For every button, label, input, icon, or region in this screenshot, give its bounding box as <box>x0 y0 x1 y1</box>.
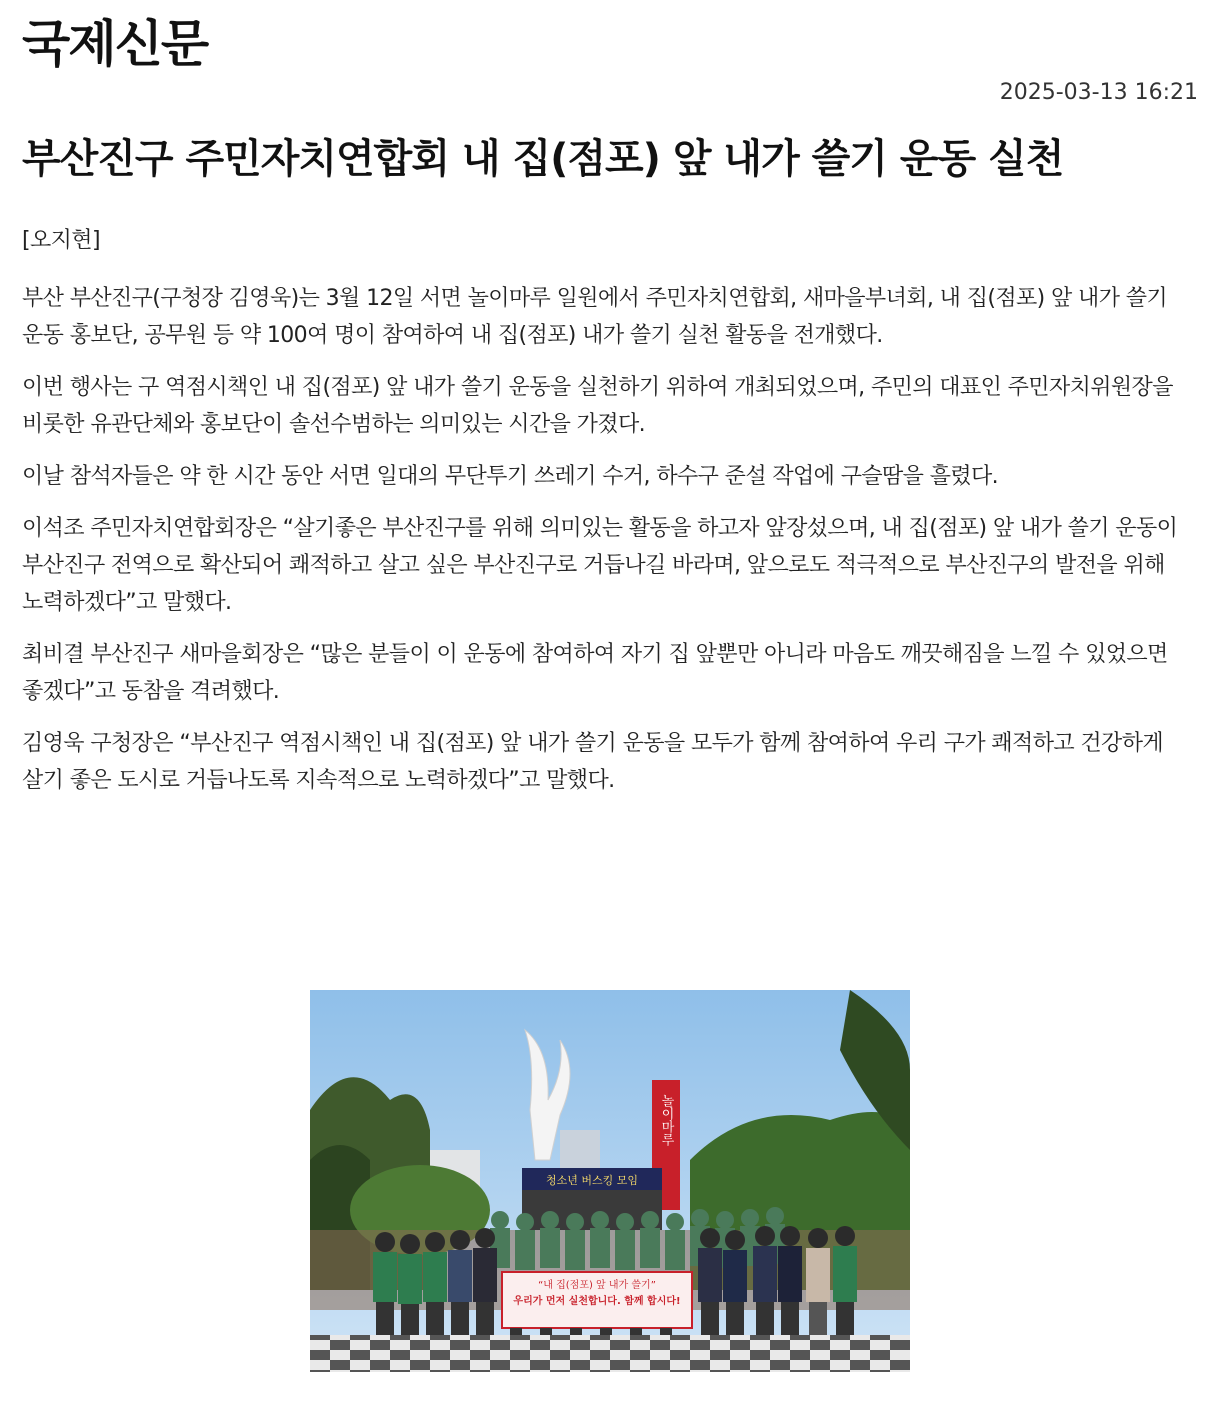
article-paragraph: 부산 부산진구(구청장 김영욱)는 3월 12일 서면 놀이마루 일원에서 주민자치연합회, 새마을부녀회, 내 집(점포) 앞 내가 쓸기 운동 홍보단, 공무원 등 약 100여 명이 참여하여 내 집(점포) 내가 쓸기 실천 활동을 전개했다. <box>22 286 1168 348</box>
checkered-pavement <box>310 1335 910 1372</box>
article-body <box>22 222 1204 814</box>
article-paragraph: 이날 참석자들은 약 한 시간 동안 서면 일대의 무단투기 쓰레기 수거, 하수구 준설 작업에 구슬땀을 흘렸다. <box>22 464 999 489</box>
article-paragraph: 최비결 부산진구 새마을회장은 “많은 분들이 이 운동에 참여하여 자기 집 앞뿐만 아니라 마음도 깨끗해짐을 느낄 수 있었으면 좋겠다”고 동참을 격려했다. <box>22 642 1168 704</box>
group-photo-illustration <box>310 990 910 1372</box>
article-paragraph: 이석조 주민자치연합회장은 “살기좋은 부산진구를 위해 의미있는 활동을 하고자 앞장섰으며, 내 집(점포) 앞 내가 쓸기 운동이 부산진구 전역으로 확산되어 쾌적하고 살고 싶은 부산진구로 거듭나길 바라며, 앞으로도 적극적으로 부산진구의 발전을 위해 노력하겠다”고 말했다. <box>22 516 1178 615</box>
tower-sign-text: 놀이마루 <box>658 1094 674 1146</box>
article-photo[interactable] <box>310 990 910 1372</box>
newspaper-logo[interactable]: 국제신문 <box>22 15 208 73</box>
reporter-byline: [오지현] <box>22 228 100 253</box>
gate-banner-text: 청소년 버스킹 모임 <box>545 1174 639 1187</box>
campaign-banner-line1: “내 집(점포) 앞 내가 쓸기” <box>538 1280 656 1291</box>
article-paragraph: 김영욱 구청장은 “부산진구 역점시책인 내 집(점포) 앞 내가 쓸기 운동을 모두가 함께 참여하여 우리 구가 쾌적하고 건강하게 살기 좋은 도시로 거듭나도록 지속적으로 노력하겠다”고 말했다. <box>22 731 1164 793</box>
article-paragraph: 이번 행사는 구 역점시책인 내 집(점포) 앞 내가 쓸기 운동을 실천하기 위하여 개최되었으며, 주민의 대표인 주민자치위원장을 비롯한 유관단체와 홍보단이 솔선수범하는 의미있는 시간을 가졌다. <box>22 375 1173 437</box>
article-datetime: 2025-03-13 16:21 <box>999 80 1198 105</box>
campaign-banner-line2: 우리가 먼저 실천합니다. 함께 합시다! <box>513 1296 681 1307</box>
article-headline: 부산진구 주민자치연합회 내 집(점포) 앞 내가 쓸기 운동 실천 <box>22 136 1064 182</box>
